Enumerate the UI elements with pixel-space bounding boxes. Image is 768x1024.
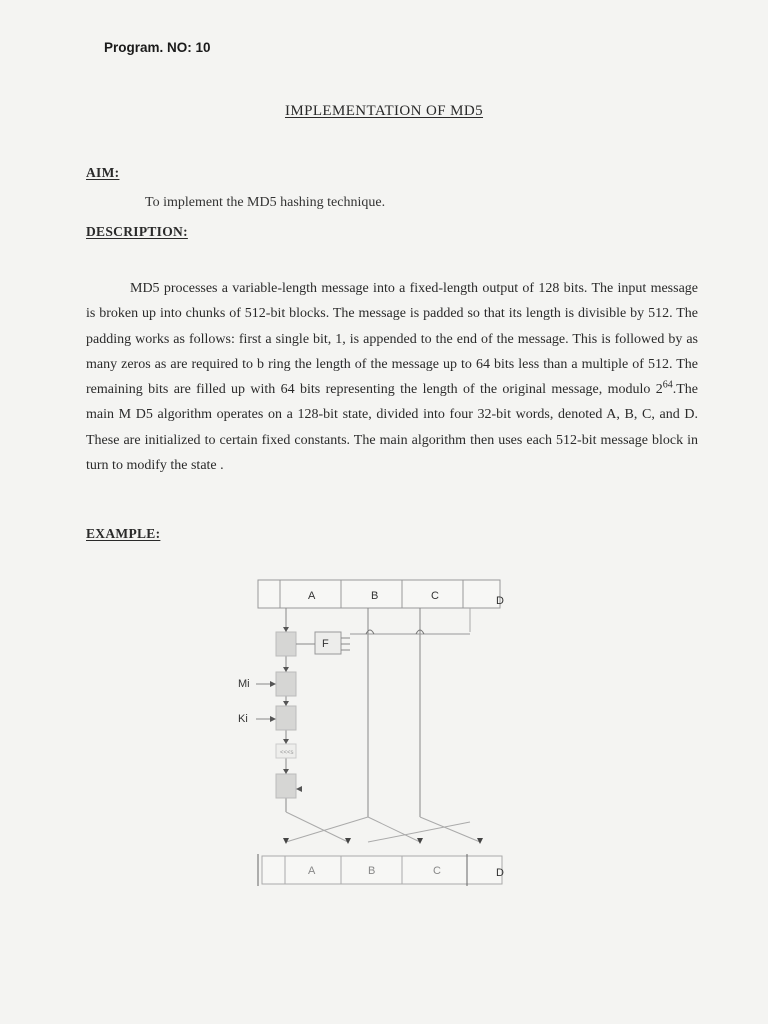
- top-label-d: D: [496, 595, 504, 607]
- bottom-label-b: B: [368, 865, 376, 877]
- description-heading: DESCRIPTION:: [86, 224, 188, 239]
- page-title: IMPLEMENTATION OF MD5: [284, 103, 484, 119]
- description-paragraph: MD5 processes a variable-length message into a fixed-length output of 128 bits. The input message is broken up into chunks of 512-bit blocks. The message is padded so that its length is divisible by 512. The padding works as follows: first a single bit, 1, is appended to the end of the message. This is followed by as many zeros as are required to b ring the length of the message up to 64 bits less than a multiple of 512. The remaining bits are filled up with 64 bits representing the length of the original message, modulo $2^{64}.The$ main M D5 algorithm operates on a 128-bit state, divided into four 32-bit words, denoted A, B, C, and D. These are initialized to certain fixed constants. The main algorithm then uses each 512-bit message block in turn to modify the state .: [86, 281, 698, 474]
- superscript-64: 64: [662, 379, 673, 391]
- top-label-c: C: [431, 590, 439, 602]
- bottom-label-c: C: [433, 865, 441, 877]
- bottom-label-d: D: [496, 867, 504, 879]
- example-heading: EXAMPLE:: [86, 526, 161, 541]
- function-f-label: F: [322, 638, 329, 650]
- top-label-b: B: [371, 590, 379, 602]
- program-number: Program. NO: 10: [104, 40, 211, 55]
- aim-heading: AIM:: [86, 165, 120, 180]
- md5-round-diagram: [230, 572, 530, 892]
- input-ki-label: Ki: [238, 713, 248, 725]
- shift-label: <<<s: [280, 750, 294, 756]
- top-label-a: A: [308, 590, 316, 602]
- aim-text: To implement the MD5 hashing technique.: [145, 195, 386, 210]
- bottom-label-a: A: [308, 865, 316, 877]
- input-mi-label: Mi: [238, 678, 250, 690]
